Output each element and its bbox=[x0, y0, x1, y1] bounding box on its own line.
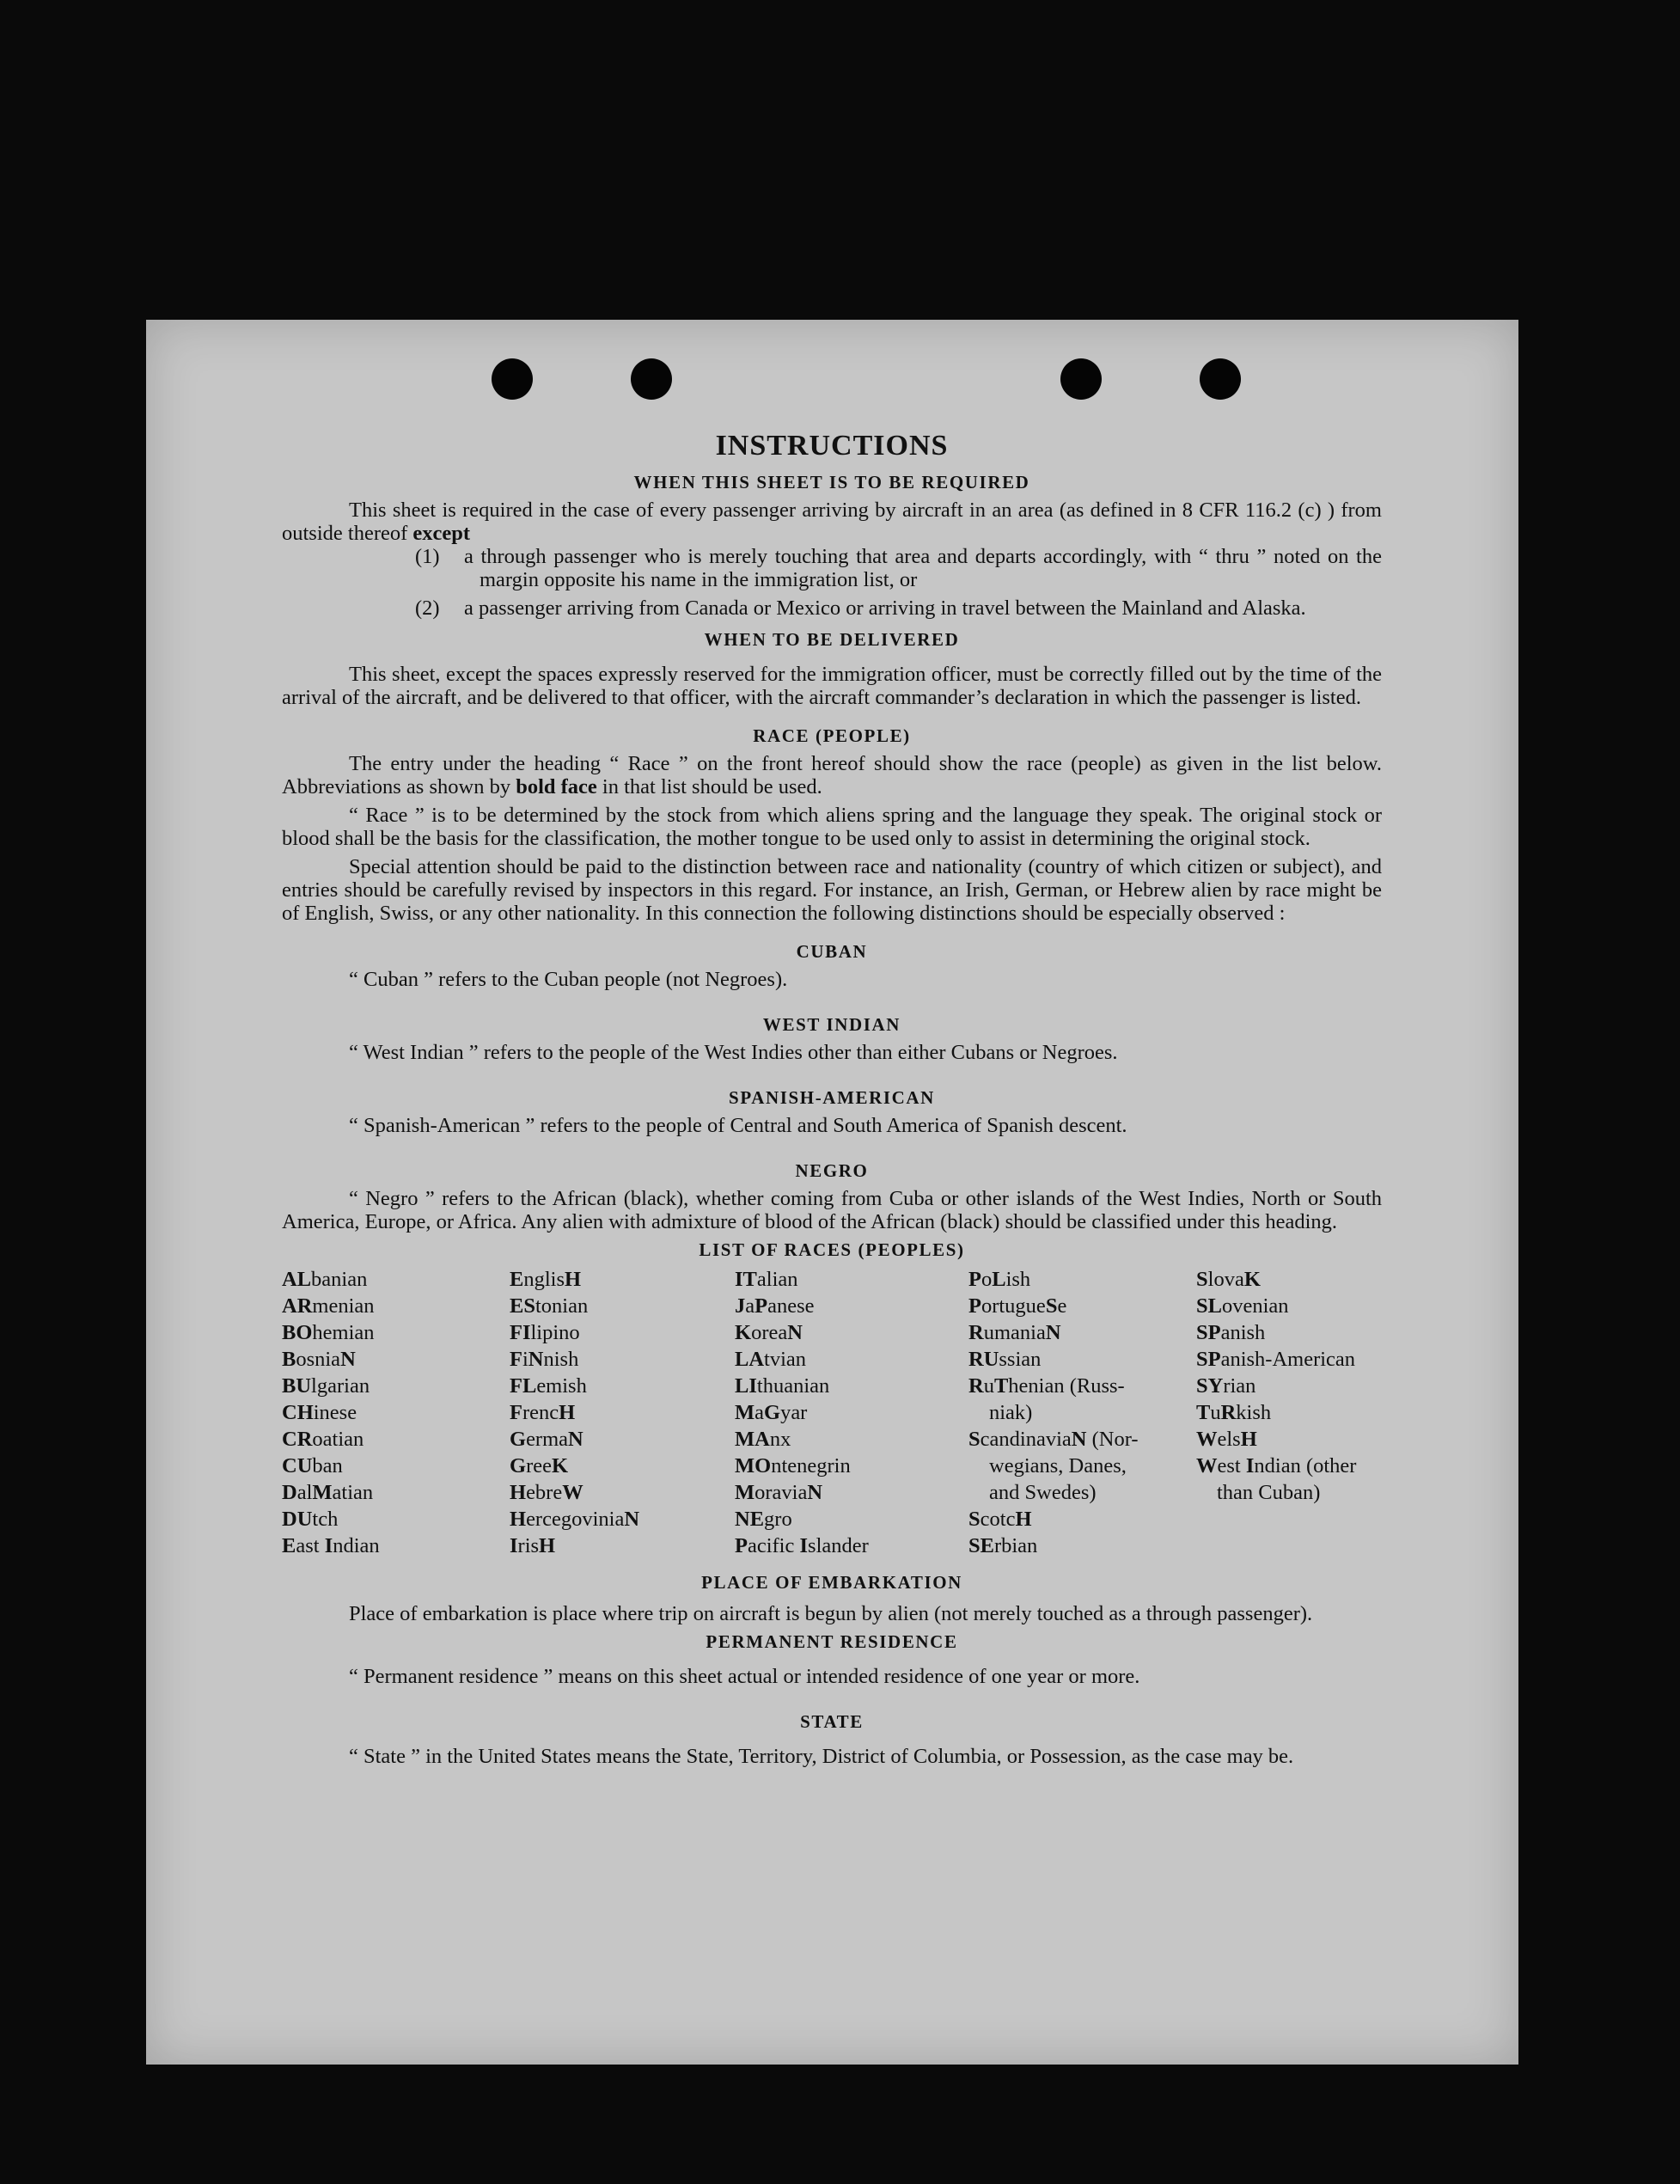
heading-embarkation: PLACE OF EMBARKATION bbox=[701, 1572, 962, 1593]
race-entry: CRoatian bbox=[282, 1428, 364, 1451]
race-entry: EnglisH bbox=[510, 1268, 582, 1291]
race-entry: SErbian bbox=[968, 1534, 1038, 1557]
race-entry: BUlgarian bbox=[282, 1374, 370, 1398]
race-entry: MoraviaN bbox=[735, 1481, 823, 1504]
heading-race: RACE (PEOPLE) bbox=[753, 725, 911, 746]
heading-spanish-american: SPANISH-AMERICAN bbox=[729, 1087, 935, 1108]
paragraph-west-indian: “ West Indian ” refers to the people of the West Indies other than either Cubans or Negroes. bbox=[349, 1041, 1118, 1064]
race-entry: niak) bbox=[989, 1401, 1033, 1424]
races-table bbox=[282, 1266, 1382, 1559]
race-entry: East Indian bbox=[282, 1534, 380, 1557]
race-entry: RUssian bbox=[968, 1348, 1042, 1371]
race-entry: DalMatian bbox=[282, 1481, 374, 1504]
heading-cuban: CUBAN bbox=[796, 941, 868, 962]
paragraph-spanish-american: “ Spanish-American ” refers to the people of Central and South America of Spanish descent. bbox=[349, 1114, 1127, 1137]
exception-item: (1) a through passenger who is merely touching that area and departs accordingly, with “ thru ” noted on the margin opposite his name in the immigration list, or bbox=[415, 545, 1382, 591]
race-entry: SPanish bbox=[1196, 1321, 1266, 1344]
paragraph-race-2: “ Race ” is to be determined by the stock from which aliens spring and the language they speak. The original stock or blood shall be the basis for the classification, the mother tongue to be used only to assist in determining the original stock. bbox=[282, 804, 1382, 850]
page-title: INSTRUCTIONS bbox=[715, 430, 949, 462]
race-entry: MaGyar bbox=[735, 1401, 808, 1424]
race-entry: GreeK bbox=[510, 1454, 569, 1477]
race-entry: SPanish-American bbox=[1196, 1348, 1356, 1371]
exception-item: (2) a passenger arriving from Canada or Mexico or arriving in travel between the Mainland and Alaska. bbox=[415, 596, 1306, 620]
race-entry: PortugueSe bbox=[968, 1294, 1067, 1318]
race-entry: BosniaN bbox=[282, 1348, 356, 1371]
heading-state: STATE bbox=[800, 1711, 864, 1732]
races-column bbox=[968, 1266, 1196, 1559]
race-entry: HercegoviniaN bbox=[510, 1508, 640, 1531]
race-entry: ARmenian bbox=[282, 1294, 375, 1318]
paragraph-when-delivered: This sheet, except the spaces expressly reserved for the immigration officer, must be correctly filled out by the time of the arrival of the aircraft, and be delivered to that officer, with the aircraft commander’s declaration in which the passenger is listed. bbox=[282, 663, 1382, 709]
race-entry: wegians, Danes, bbox=[989, 1454, 1127, 1477]
paragraph-race-3: Special attention should be paid to the distinction between race and nationality (country of which citizen or subject), and entries should be carefully revised by inspectors in this regard. For instance, an Irish, German, or Hebrew alien by race might be of English, Swiss, or any other nationality. In this connection the following distinctions should be especially observed : bbox=[282, 855, 1382, 925]
race-entry: West Indian (other bbox=[1196, 1454, 1357, 1477]
heading-residence: PERMANENT RESIDENCE bbox=[706, 1631, 958, 1652]
paragraph-residence: “ Permanent residence ” means on this sheet actual or intended residence of one year or more. bbox=[349, 1665, 1140, 1688]
race-entry: RuThenian (Russ- bbox=[968, 1374, 1125, 1398]
race-entry: DUtch bbox=[282, 1508, 339, 1531]
race-entry: JaPanese bbox=[735, 1294, 815, 1318]
paragraph-state: “ State ” in the United States means the State, Territory, District of Columbia, or Possession, as the case may be. bbox=[349, 1745, 1294, 1768]
race-entry: ScotcH bbox=[968, 1508, 1032, 1531]
race-entry: MOntenegrin bbox=[735, 1454, 851, 1477]
paragraph-when-required: This sheet is required in the case of every passenger arriving by aircraft in an area (as defined in 8 CFR 116.2 (c) ) from outside thereof except bbox=[282, 499, 1382, 545]
heading-when-delivered: WHEN TO BE DELIVERED bbox=[704, 629, 960, 650]
race-entry: MAnx bbox=[735, 1428, 791, 1451]
race-entry: BOhemian bbox=[282, 1321, 375, 1344]
races-column bbox=[735, 1266, 968, 1559]
punch-hole bbox=[492, 358, 533, 400]
race-entry: FiNnish bbox=[510, 1348, 579, 1371]
race-entry: ALbanian bbox=[282, 1268, 368, 1291]
race-entry: ScandinaviaN (Nor- bbox=[968, 1428, 1139, 1451]
race-entry: LIthuanian bbox=[735, 1374, 830, 1398]
race-entry: and Swedes) bbox=[989, 1481, 1097, 1504]
race-entry: Pacific Islander bbox=[735, 1534, 869, 1557]
race-entry: HebreW bbox=[510, 1481, 583, 1504]
race-entry: NEgro bbox=[735, 1508, 792, 1531]
heading-negro: NEGRO bbox=[795, 1160, 869, 1181]
race-entry: CUban bbox=[282, 1454, 343, 1477]
instructions-body bbox=[282, 430, 1382, 1768]
race-entry: FIlipino bbox=[510, 1321, 580, 1344]
race-entry: EStonian bbox=[510, 1294, 589, 1318]
race-entry: KoreaN bbox=[735, 1321, 803, 1344]
heading-when-required: WHEN THIS SHEET IS TO BE REQUIRED bbox=[633, 472, 1030, 492]
race-entry: CHinese bbox=[282, 1401, 357, 1424]
races-column bbox=[282, 1266, 510, 1559]
race-entry: SLovenian bbox=[1196, 1294, 1289, 1318]
race-entry: GermaN bbox=[510, 1428, 583, 1451]
races-column bbox=[510, 1266, 735, 1559]
paragraph-race-1: The entry under the heading “ Race ” on the front hereof should show the race (people) as given in the list below. Abbreviations as shown by bold face in that list should be used. bbox=[282, 752, 1382, 798]
punch-hole bbox=[1200, 358, 1241, 400]
races-column bbox=[1196, 1266, 1382, 1559]
heading-west-indian: WEST INDIAN bbox=[762, 1014, 901, 1035]
race-entry: IrisH bbox=[510, 1534, 556, 1557]
exception-list bbox=[282, 545, 1382, 620]
race-entry: TuRkish bbox=[1196, 1401, 1272, 1424]
race-entry: WelsH bbox=[1196, 1428, 1257, 1451]
race-entry: FLemish bbox=[510, 1374, 587, 1398]
race-entry: ITalian bbox=[735, 1268, 798, 1291]
race-entry: LAtvian bbox=[735, 1348, 807, 1371]
race-entry: than Cuban) bbox=[1217, 1481, 1321, 1504]
race-entry: SlovaK bbox=[1196, 1268, 1261, 1291]
document-sheet bbox=[146, 320, 1518, 2065]
race-entry: PoLish bbox=[968, 1268, 1031, 1291]
punch-hole bbox=[631, 358, 672, 400]
paragraph-cuban: “ Cuban ” refers to the Cuban people (not Negroes). bbox=[349, 968, 788, 991]
race-entry: SYrian bbox=[1196, 1374, 1256, 1398]
punch-hole bbox=[1060, 358, 1102, 400]
paragraph-negro: “ Negro ” refers to the African (black), whether coming from Cuba or other islands of the West Indies, North or South America, Europe, or Africa. Any alien with admixture of blood of the African (black) should be classified under this heading. bbox=[282, 1187, 1382, 1233]
race-entry: RumaniaN bbox=[968, 1321, 1061, 1344]
paragraph-embarkation: Place of embarkation is place where trip on aircraft is begun by alien (not merely touched as a through passenger). bbox=[349, 1602, 1313, 1625]
heading-list-of-races: LIST OF RACES (PEOPLES) bbox=[699, 1239, 965, 1260]
race-entry: FrencH bbox=[510, 1401, 576, 1424]
